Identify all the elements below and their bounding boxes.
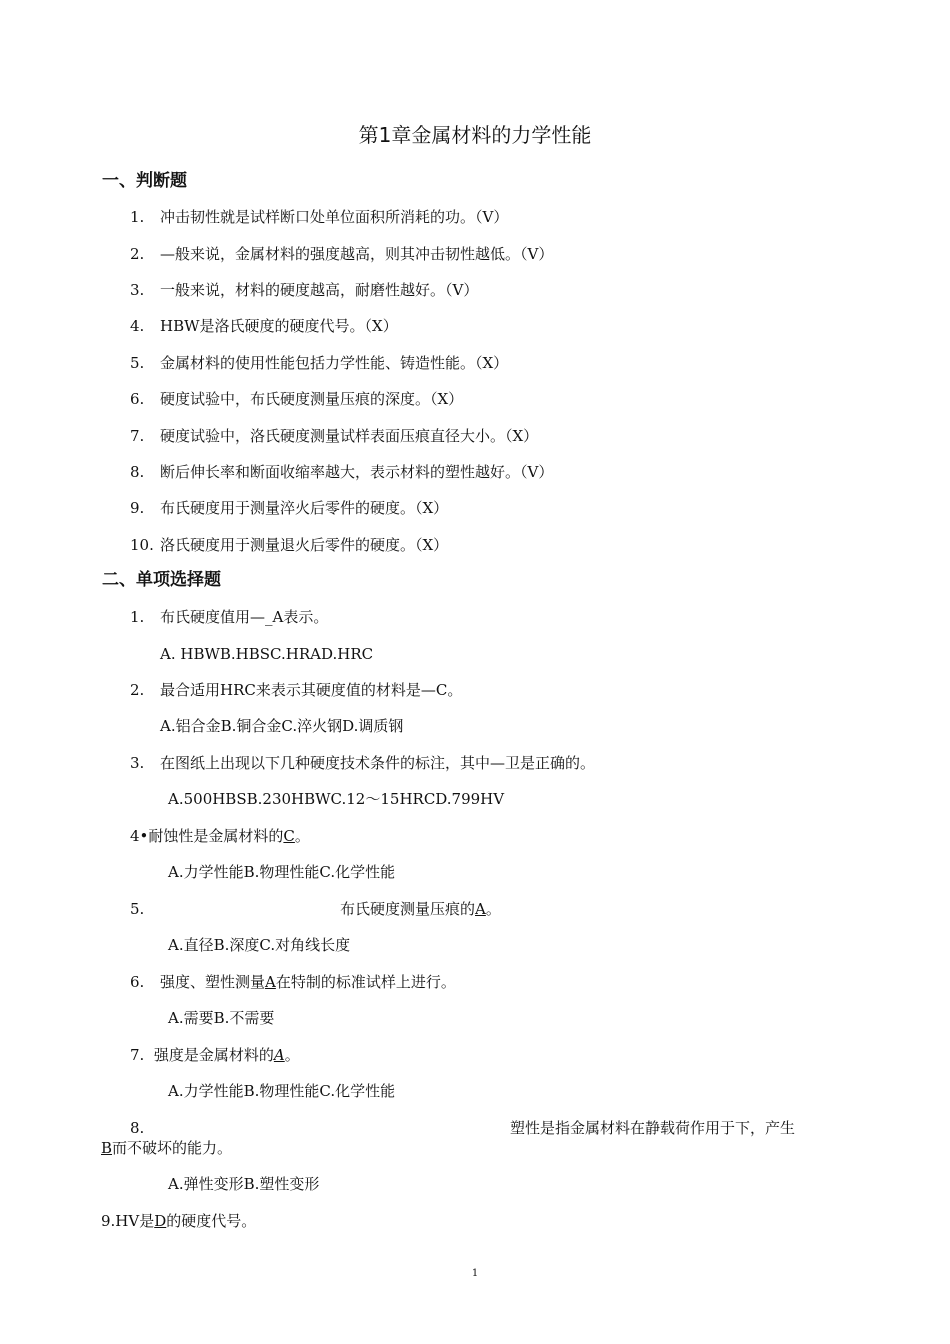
list-item: 9. 布氏硬度用于测量淬火后零件的硬度。（X）: [130, 499, 449, 517]
question-2: 2. 最合适用HRC来表示其硬度值的材料是—C。: [130, 681, 463, 699]
list-item: 3. 一般来说，材料的硬度越高，耐磨性越好。（V）: [130, 281, 479, 299]
answer-blank: B: [101, 1139, 113, 1157]
question-4-options: A.力学性能B.物理性能C.化学性能: [168, 863, 396, 881]
page-title: 第1章金属材料的力学性能: [358, 123, 592, 147]
answer-blank: C: [283, 827, 295, 845]
question-7-options: A.力学性能B.物理性能C.化学性能: [168, 1082, 396, 1100]
question-7: 7. 强度是金属材料的A。: [130, 1046, 300, 1064]
question-8-options: A.弹性变形B.塑性变形: [168, 1175, 320, 1193]
question-6: 6. 强度、塑性测量A在特制的标准试样上进行。: [130, 973, 456, 991]
question-1: 1. 布氏硬度值用—_A表示。: [130, 608, 329, 626]
page-number: 1: [471, 1268, 479, 1279]
question-8-number: 8.: [130, 1119, 145, 1137]
question-9: 9.HV是D的硬度代号。: [101, 1212, 257, 1230]
question-4: 4•耐蚀性是金属材料的C。: [130, 827, 310, 845]
answer-blank: A: [475, 900, 486, 918]
list-item: 10. 洛氏硬度用于测量退火后零件的硬度。（X）: [130, 536, 449, 554]
list-item: 1. 冲击韧性就是试样断口处单位面积所消耗的功。（V）: [130, 208, 509, 226]
question-5-number: 5.: [130, 900, 145, 918]
list-item: 6. 硬度试验中，布氏硬度测量压痕的深度。（X）: [130, 390, 464, 408]
question-6-options: A.需要B.不需要: [168, 1009, 275, 1027]
question-3-options: A.500HBSB.230HBWC.12〜15HRCD.799HV: [168, 790, 505, 808]
answer-blank: D: [154, 1212, 167, 1230]
list-item: 7. 硬度试验中，洛氏硬度测量试样表面压痕直径大小。（X）: [130, 427, 539, 445]
list-item: 4. HBW是洛氏硬度的硬度代号。（X）: [130, 317, 398, 335]
answer-blank: A: [265, 973, 276, 991]
list-item: 8. 断后伸长率和断面收缩率越大，表示材料的塑性越好。（V）: [130, 463, 554, 481]
question-5-options: A.直径B.深度C.对角线长度: [168, 936, 351, 954]
section-heading-true-false: 一、判断题: [102, 171, 187, 191]
question-8: 塑性是指金属材料在静载荷作用于下，产生: [510, 1119, 796, 1137]
question-1-options: A. HBWB.HBSC.HRAD.HRC: [160, 645, 374, 663]
question-8-continuation: B而不破坏的能力。: [101, 1139, 233, 1157]
question-5: 布氏硬度测量压痕的A。: [340, 900, 501, 918]
question-3: 3. 在图纸上出现以下几种硬度技术条件的标注，其中—卫是正确的。: [130, 754, 596, 772]
question-2-options: A.铝合金B.铜合金C.淬火钢D.调质钢: [160, 717, 404, 735]
list-item: 2. —般来说，金属材料的强度越高，则其冲击韧性越低。（V）: [130, 245, 554, 263]
answer-blank: A: [273, 1046, 285, 1064]
list-item: 5. 金属材料的使用性能包括力学性能、铸造性能。（X）: [130, 354, 509, 372]
section-heading-single-choice: 二、单项选择题: [102, 570, 221, 590]
